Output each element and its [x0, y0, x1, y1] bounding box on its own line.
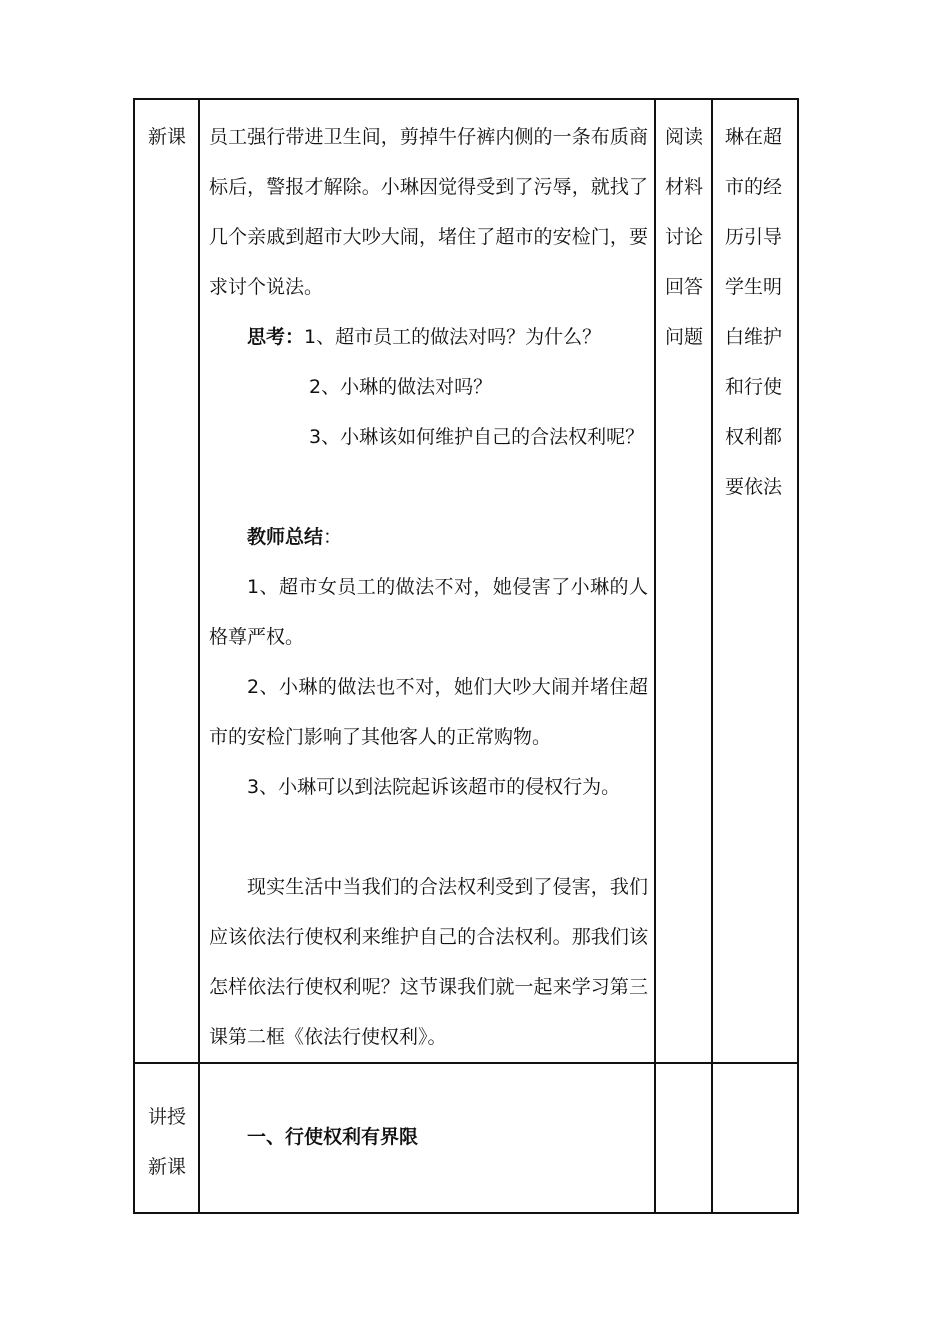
student-activity-cell: [655, 99, 712, 1063]
content-cell: [199, 99, 655, 1063]
spacer: [209, 462, 648, 512]
design-intent-cell: [712, 99, 798, 1063]
design-intent-text: [713, 1064, 797, 1092]
stage-label: 新课: [148, 126, 187, 148]
stage-cell: [134, 99, 199, 1063]
section-heading: 一、行使权利有界限: [247, 1126, 419, 1148]
intro-paragraph: 现实生活中当我们的合法权利受到了侵害，我们应该依法行使权利来维护自己的合法权利。那我们该怎样依法行使权利呢？这节课我们就一起来学习第三课第二框《依法行使权利》。: [209, 876, 648, 1048]
design-intent-cell: [712, 1063, 798, 1213]
summary-point-1: 1、超市女员工的做法不对，她侵害了小琳的人格尊严权。: [209, 576, 648, 648]
summary-heading: [209, 512, 648, 562]
question-2: 2、小琳的做法对吗？: [309, 376, 493, 398]
think-label: 思考：: [247, 326, 305, 348]
student-activity-text: 阅读材料讨论回答问题: [665, 126, 704, 348]
story-paragraph: 员工强行带进卫生间，剪掉牛仔裤内侧的一条布质商标后，警报才解除。小琳因觉得受到了污辱，就找了几个亲戚到超市大吵大闹，堵住了超市的安检门，要求讨个说法。: [209, 126, 648, 298]
summary-label: 教师总结: [247, 526, 324, 548]
student-activity-text: [656, 1064, 711, 1092]
table-row: [134, 99, 798, 1063]
think-question-1: [209, 312, 648, 362]
lesson-plan-table: [133, 98, 799, 1214]
table-row: [134, 1063, 798, 1213]
design-intent-text: 琳在超市的经历引导学生明白维护和行使权利都要依法: [725, 126, 783, 498]
stage-cell: [134, 1063, 199, 1213]
summary-colon: ：: [323, 526, 343, 548]
summary-point-2: 2、小琳的做法也不对，她们大吵大闹并堵住超市的安检门影响了其他客人的正常购物。: [209, 676, 648, 748]
summary-point-3: 3、小琳可以到法院起诉该超市的侵权行为。: [247, 776, 621, 798]
spacer: [209, 812, 648, 862]
content-cell: [199, 1063, 655, 1213]
stage-label: 讲授新课: [148, 1106, 187, 1178]
question-3: 3、小琳该如何维护自己的合法权利呢？: [309, 426, 645, 448]
question-1: 1、超市员工的做法对吗？为什么？: [304, 326, 602, 348]
student-activity-cell: [655, 1063, 712, 1213]
